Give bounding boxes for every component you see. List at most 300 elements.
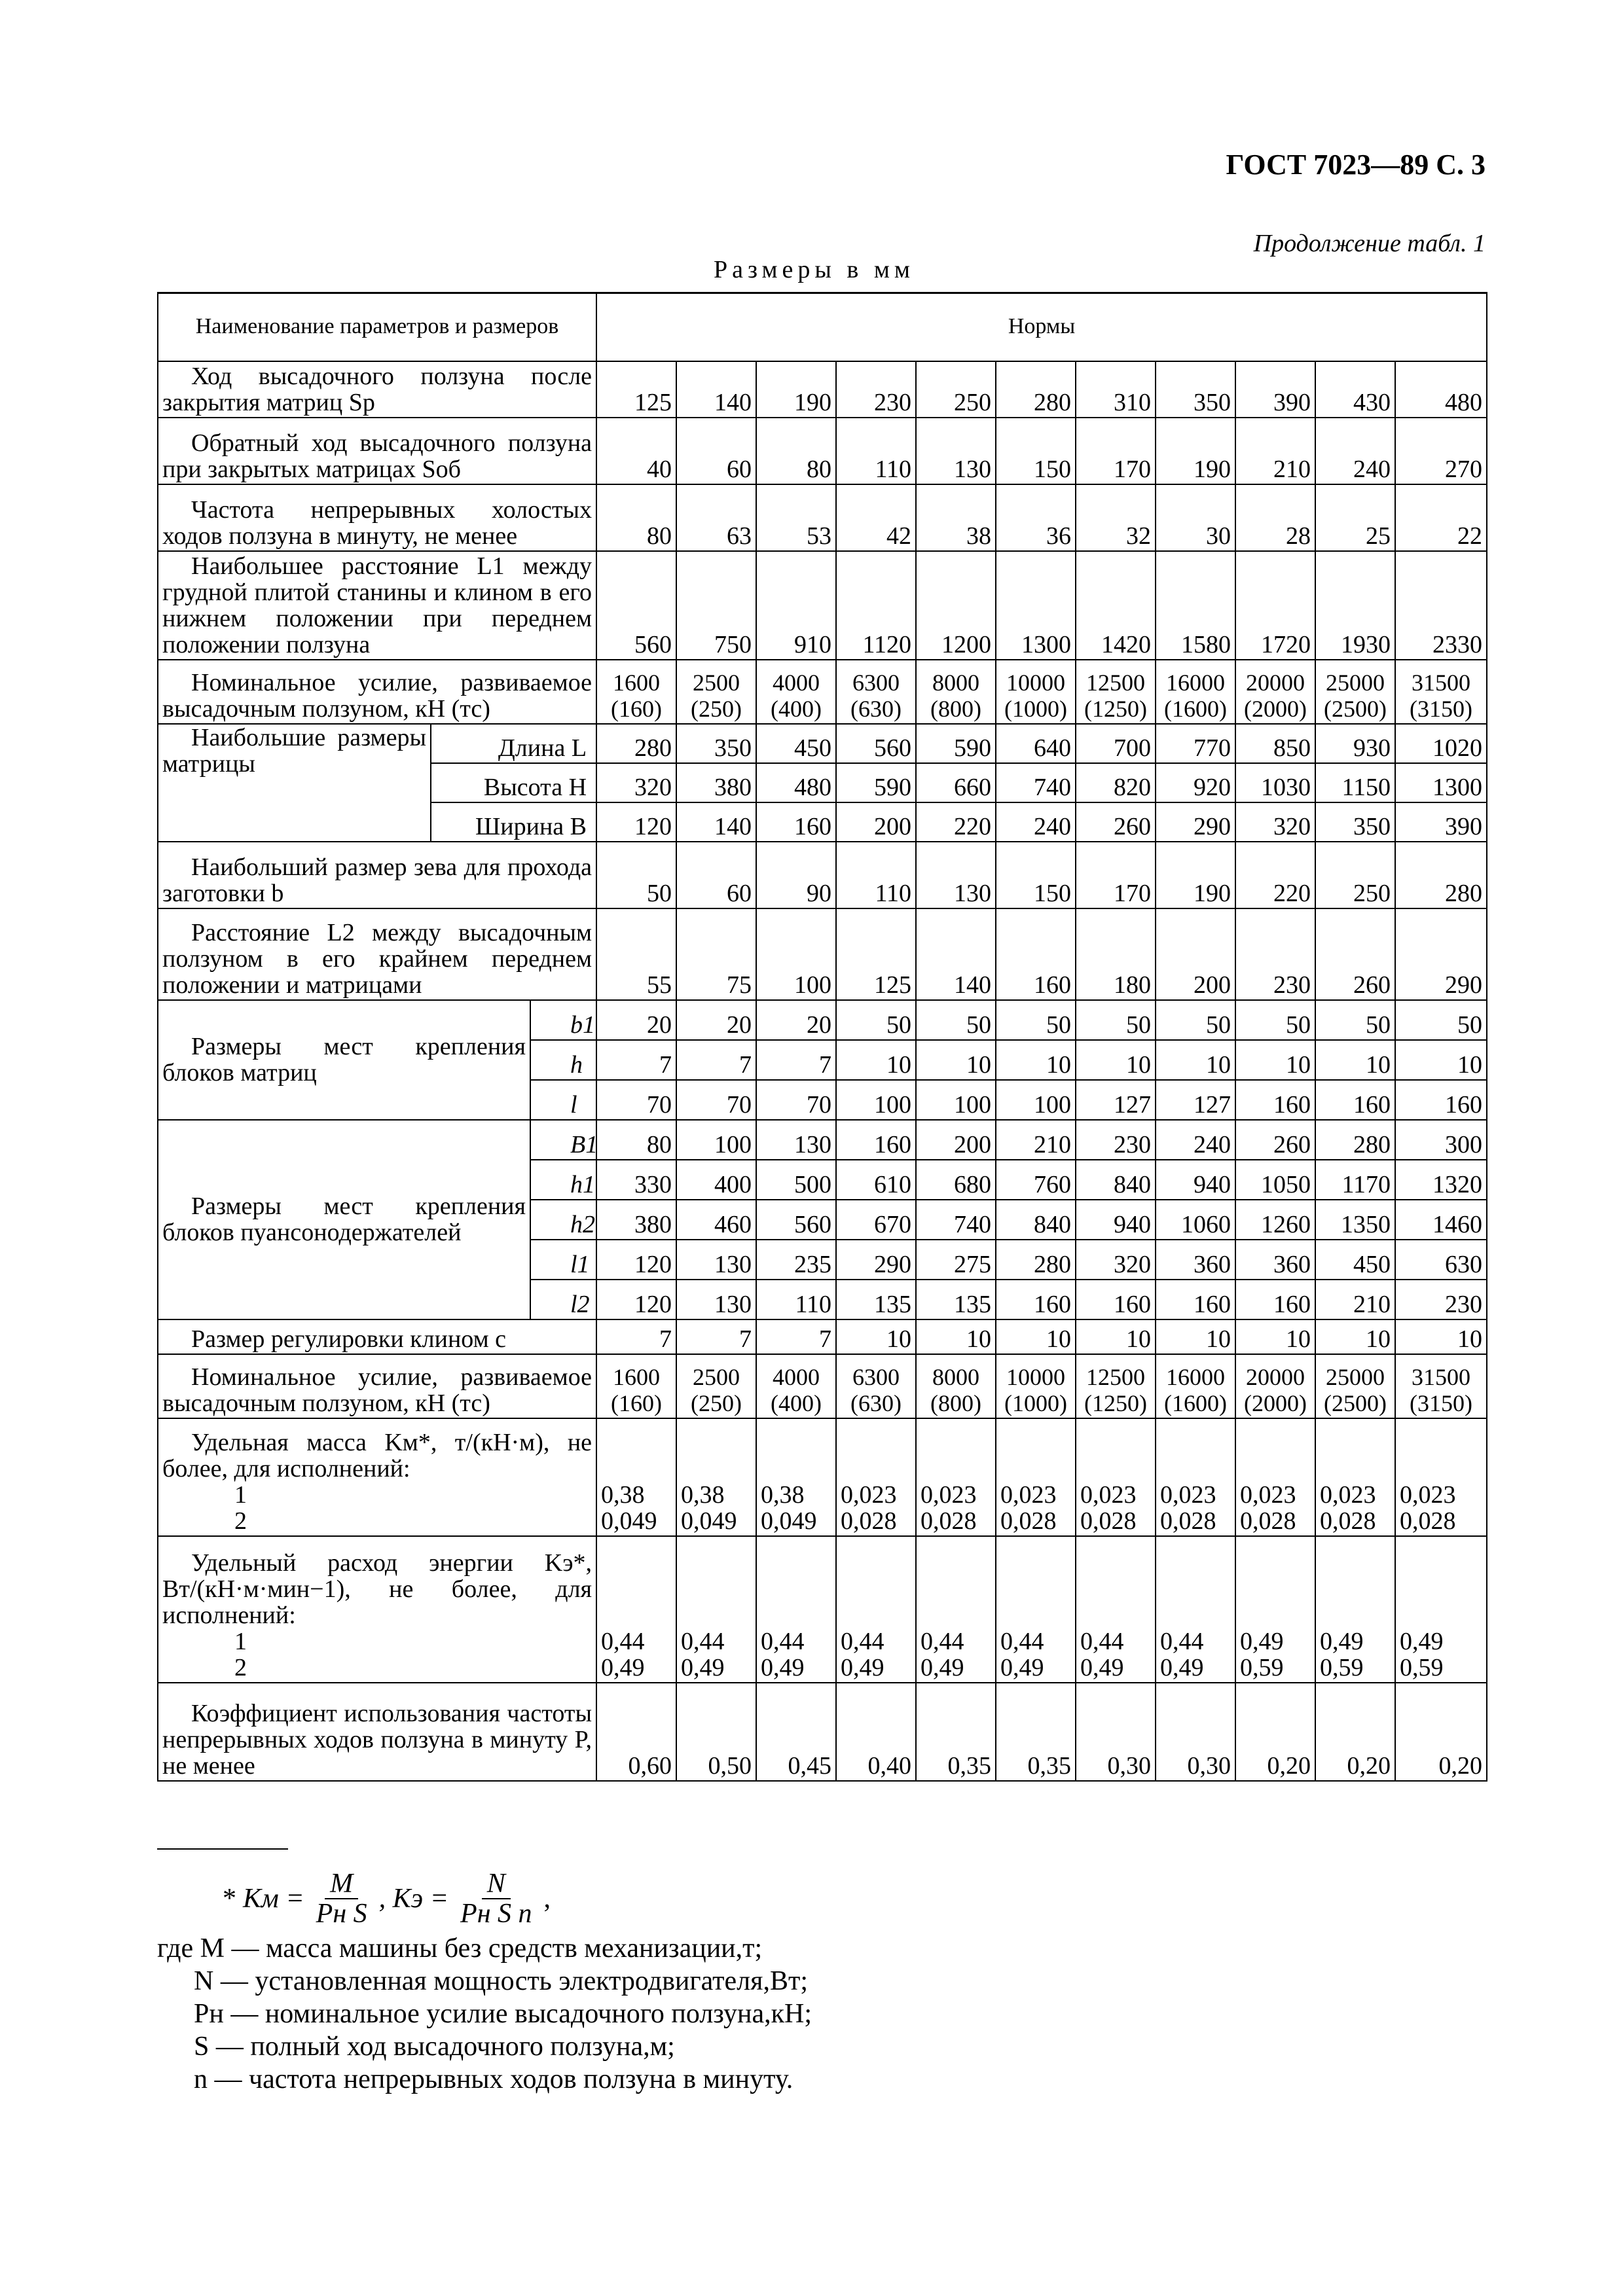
value-cell [1076,1354,1156,1418]
value-cell: 230 [1395,1280,1487,1319]
force-tc: (2500) [1324,696,1387,722]
value-cell: 170 [1076,418,1156,484]
value-cell: 300 [1395,1120,1487,1160]
variant-2-value: 0,49 [921,1654,964,1681]
value-cell: 330 [596,1160,676,1200]
value-cell: 480 [1395,361,1487,418]
definition-s: S — полный ход высадочного ползуна,м; [194,2032,675,2062]
variant-2-value: 0,49 [1000,1654,1044,1681]
value-cell [1156,1354,1235,1418]
value-cell: 32 [1076,484,1156,551]
value-cell: 130 [756,1120,836,1160]
value-cell: 240 [996,802,1076,842]
value-cell: 240 [1315,418,1395,484]
value-cell [1315,660,1395,724]
value-cell: 1350 [1315,1200,1395,1240]
force-kn: 6300 [852,670,900,696]
value-cell [676,1354,756,1418]
value-cell: 7 [676,1319,756,1354]
variant-2-value: 0,028 [1160,1507,1216,1535]
value-cell: 127 [1076,1080,1156,1120]
value-cell: 25 [1315,484,1395,551]
value-cell: 450 [1315,1240,1395,1280]
value-cell: 10 [1315,1319,1395,1354]
value-cell: 280 [1395,842,1487,908]
table-header-row [158,293,1487,362]
variant-2-value: 0,49 [761,1654,805,1681]
value-cell: 0,45 [756,1683,836,1781]
value-cell: 10 [1235,1040,1315,1080]
parameter-name [158,361,596,418]
value-cell: 70 [596,1080,676,1120]
value-cell [1076,1536,1156,1683]
variant-1-value: 0,023 [1160,1481,1216,1509]
parameter-name [158,484,596,551]
value-cell [996,660,1076,724]
parameter-name [158,842,596,908]
parameter-name-text: Удельная масса Kм*, т/(кН·м), не более, для исполнений: [162,1429,593,1482]
value-cell [996,1418,1076,1536]
force-tc: (630) [850,696,902,722]
value-cell: 275 [916,1240,996,1280]
value-cell: 680 [916,1160,996,1200]
force-kn: 4000 [773,670,820,696]
table-row [158,660,1487,724]
force-tc: (2000) [1244,1390,1307,1416]
value-cell: 50 [1156,1000,1235,1040]
variant-2-value: 0,028 [1240,1507,1296,1535]
table-row [158,1354,1487,1418]
force-kn: 8000 [932,670,980,696]
value-cell: 390 [1395,802,1487,842]
value-cell: 28 [1235,484,1315,551]
force-kn: 1600 [613,1364,661,1390]
value-cell: 230 [836,361,916,418]
value-cell [836,1536,916,1683]
force-tc: (3150) [1410,696,1472,722]
value-cell: 10 [1395,1040,1487,1080]
value-cell: 1200 [916,551,996,660]
value-cell: 280 [996,1240,1076,1280]
force-tc: (1600) [1164,1390,1228,1416]
value-cell: 125 [836,908,916,1000]
value-cell: 280 [996,361,1076,418]
value-cell [916,660,996,724]
value-cell: 740 [996,763,1076,802]
parameter-name-text: Номинальное усилие, развиваемое высадочным ползуном, кН (тс) [162,1363,593,1417]
value-cell: 250 [916,361,996,418]
value-cell: 0,35 [916,1683,996,1781]
matrix-dimension-label: Ширина B [431,802,596,842]
value-cell: 1150 [1315,763,1395,802]
value-cell [996,1354,1076,1418]
table-row [158,1120,1487,1160]
variant-1-value: 0,023 [1400,1481,1456,1509]
value-cell: 200 [916,1120,996,1160]
value-cell: 50 [596,842,676,908]
value-cell: 290 [836,1240,916,1280]
value-cell: 280 [596,724,676,763]
parameter-name-text: Ход высадочного ползуна после закрытия матриц Sр [162,363,593,416]
variant-1-value: 0,44 [681,1628,725,1655]
value-cell: 0,35 [996,1683,1076,1781]
value-cell: 260 [1315,908,1395,1000]
variant-2-value: 0,028 [1080,1507,1137,1535]
value-cell: 110 [836,842,916,908]
force-tc: (2500) [1324,1390,1387,1416]
value-cell [1315,1354,1395,1418]
value-cell: 135 [836,1280,916,1319]
value-cell: 260 [1076,802,1156,842]
value-cell: 90 [756,842,836,908]
value-cell: 160 [836,1120,916,1160]
value-cell: 140 [676,802,756,842]
parameter-name-text: Коэффициент использования частоты непрерывных ходов ползуна в минуту P, не менее [162,1700,593,1780]
footnote-formula [223,1869,812,1928]
variant-1-value: 0,023 [1080,1481,1137,1509]
dimension-symbol: l [530,1080,596,1120]
value-cell: 20 [756,1000,836,1040]
value-cell [1076,660,1156,724]
value-cell: 60 [676,418,756,484]
variant-2-value: 0,49 [1160,1654,1204,1681]
value-cell: 70 [676,1080,756,1120]
dimension-symbol: h2 [530,1200,596,1240]
value-cell [756,1418,836,1536]
force-kn: 31500 [1412,670,1471,696]
value-cell: 80 [596,1120,676,1160]
value-cell [996,1536,1076,1683]
variant-1-value: 0,44 [1080,1628,1124,1655]
value-cell [836,660,916,724]
value-cell: 140 [916,908,996,1000]
force-kn: 12500 [1086,1364,1146,1390]
force-tc: (400) [771,696,822,722]
definition-n-freq: n — частота непрерывных ходов ползуна в минуту. [194,2064,793,2094]
value-cell: 110 [756,1280,836,1319]
value-cell: 10 [916,1040,996,1080]
variant-2-value: 0,049 [681,1507,737,1535]
value-cell: 50 [1076,1000,1156,1040]
value-cell: 0,40 [836,1683,916,1781]
value-cell: 260 [1235,1120,1315,1160]
force-kn: 25000 [1326,1364,1385,1390]
value-cell [1395,1354,1487,1418]
variant-1-value: 0,38 [601,1481,645,1509]
value-cell: 700 [1076,724,1156,763]
value-cell: 160 [1076,1280,1156,1319]
value-cell: 310 [1076,361,1156,418]
value-cell: 160 [1235,1280,1315,1319]
force-tc: (800) [930,1390,982,1416]
value-cell: 400 [676,1160,756,1200]
value-cell: 10 [836,1319,916,1354]
force-tc: (1000) [1004,1390,1068,1416]
value-cell: 190 [1156,842,1235,908]
value-cell: 670 [836,1200,916,1240]
value-cell: 740 [916,1200,996,1240]
dimension-symbol: l1 [530,1240,596,1280]
table-row [158,418,1487,484]
value-cell [676,1418,756,1536]
value-cell: 560 [836,724,916,763]
value-cell: 0,30 [1156,1683,1235,1781]
force-kn: 10000 [1006,1364,1066,1390]
ke-fraction [455,1869,538,1928]
value-cell: 360 [1235,1240,1315,1280]
value-cell: 210 [1315,1280,1395,1319]
value-cell: 210 [1235,418,1315,484]
value-cell: 100 [836,1080,916,1120]
force-kn: 1600 [613,670,661,696]
value-cell: 910 [756,551,836,660]
value-cell: 320 [1235,802,1315,842]
force-kn: 4000 [773,1364,820,1390]
variant-2-value: 0,028 [841,1507,897,1535]
value-cell: 75 [676,908,756,1000]
variant-1-value: 0,38 [681,1481,725,1509]
value-cell: 380 [676,763,756,802]
table-row [158,551,1487,660]
parameter-name [158,908,596,1000]
value-cell: 1020 [1395,724,1487,763]
value-cell: 10 [1395,1319,1487,1354]
value-cell: 610 [836,1160,916,1200]
value-cell: 160 [1235,1080,1315,1120]
value-cell: 53 [756,484,836,551]
value-cell: 590 [916,724,996,763]
value-cell [1315,1418,1395,1536]
value-cell [596,660,676,724]
variant-2-label: 2 [234,1654,247,1681]
value-cell [1235,1536,1315,1683]
value-cell [596,1418,676,1536]
value-cell: 1930 [1315,551,1395,660]
dimension-symbol: h1 [530,1160,596,1200]
value-cell: 0,20 [1235,1683,1315,1781]
variant-2-value: 0,49 [1080,1654,1124,1681]
force-kn: 25000 [1326,670,1385,696]
value-cell: 360 [1156,1240,1235,1280]
value-cell: 36 [996,484,1076,551]
value-cell: 0,20 [1395,1683,1487,1781]
footnote-star: * [223,1884,236,1914]
parameter-name [158,1683,596,1781]
value-cell: 500 [756,1160,836,1200]
footnote-definitions [157,1932,812,2096]
value-cell: 0,30 [1076,1683,1156,1781]
value-cell: 1460 [1395,1200,1487,1240]
value-cell: 840 [1076,1160,1156,1200]
value-cell: 0,50 [676,1683,756,1781]
force-tc: (1250) [1084,696,1148,722]
variant-2-value: 0,028 [1400,1507,1456,1535]
matrix-dimension-label: Длина L [431,724,596,763]
value-cell: 7 [756,1040,836,1080]
value-cell: 240 [1156,1120,1235,1160]
value-cell: 42 [836,484,916,551]
value-cell: 350 [676,724,756,763]
force-kn: 6300 [852,1364,900,1390]
dimension-symbol: l2 [530,1280,596,1319]
value-cell: 1030 [1235,763,1315,802]
definition-n-power: N — установленная мощность электродвигателя,Вт; [194,1966,808,1996]
value-cell: 30 [1156,484,1235,551]
value-cell: 120 [596,1240,676,1280]
value-cell: 380 [596,1200,676,1240]
variant-2-value: 0,59 [1240,1654,1284,1681]
parameter-name [158,1536,596,1683]
value-cell [1315,1536,1395,1683]
column-header-norms: Нормы [596,293,1487,362]
value-cell: 130 [916,842,996,908]
variant-1-value: 0,44 [841,1628,884,1655]
value-cell: 10 [996,1319,1076,1354]
ke-lhs: , Kэ = [378,1884,449,1914]
value-cell: 50 [836,1000,916,1040]
value-cell [596,1536,676,1683]
value-cell: 1060 [1156,1200,1235,1240]
force-kn: 2500 [693,670,740,696]
parameter-name [158,418,596,484]
value-cell: 190 [756,361,836,418]
variant-1-value: 0,023 [1240,1481,1296,1509]
value-cell: 820 [1076,763,1156,802]
force-tc: (160) [611,1390,663,1416]
value-cell [596,1354,676,1418]
definition-m: где M — масса машины без средств механизации,т; [157,1933,763,1964]
km-fraction [311,1869,373,1928]
value-cell: 590 [836,763,916,802]
value-cell: 170 [1076,842,1156,908]
value-cell: 20 [596,1000,676,1040]
value-cell: 40 [596,418,676,484]
force-tc: (630) [850,1390,902,1416]
value-cell: 160 [1156,1280,1235,1319]
variant-2-label: 2 [234,1507,247,1535]
parameter-name [158,551,596,660]
variant-1-value: 0,44 [601,1628,645,1655]
parameter-name-text: Наибольшее расстояние L1 между грудной плитой станины и клином в его нижнем положении при переднем положении ползуна [162,552,593,658]
variant-1-value: 0,023 [1320,1481,1376,1509]
page-header: ГОСТ 7023—89 С. 3 [1226,149,1486,181]
value-cell: 290 [1395,908,1487,1000]
value-cell: 1300 [996,551,1076,660]
value-cell: 10 [1235,1319,1315,1354]
km-numerator: M [325,1869,358,1899]
parameter-name-text: Наибольшие размеры матрицы [162,724,426,778]
value-cell: 140 [676,361,756,418]
value-cell: 100 [996,1080,1076,1120]
value-cell: 320 [1076,1240,1156,1280]
value-cell: 220 [1235,842,1315,908]
matrix-dimension-label: Высота H [431,763,596,802]
value-cell: 280 [1315,1120,1395,1160]
value-cell: 160 [996,908,1076,1000]
value-cell: 390 [1235,361,1315,418]
value-cell: 270 [1395,418,1487,484]
value-cell: 480 [756,763,836,802]
variant-1-value: 0,49 [1320,1628,1364,1655]
value-cell: 840 [996,1200,1076,1240]
value-cell: 560 [756,1200,836,1240]
variant-1-label: 1 [234,1628,247,1655]
force-kn: 2500 [693,1364,740,1390]
force-tc: (1000) [1004,696,1068,722]
value-cell [836,1354,916,1418]
value-cell: 850 [1235,724,1315,763]
value-cell: 7 [596,1319,676,1354]
parameter-name-text: Частота непрерывных холостых ходов ползуна в минуту, не менее [162,496,593,550]
variant-2-value: 0,028 [921,1507,977,1535]
value-cell [1076,1418,1156,1536]
value-cell: 1260 [1235,1200,1315,1240]
value-cell: 50 [916,1000,996,1040]
parameter-name-text: Удельный расход энергии Kэ*, Вт/(кН·м·мин−1), не более, для исполнений: [162,1549,593,1629]
value-cell [676,1536,756,1683]
value-cell: 7 [596,1040,676,1080]
value-cell: 80 [596,484,676,551]
parameter-name-text: Расстояние L2 между высадочным ползуном в его крайнем переднем положении и матрицами [162,919,593,999]
variant-2-value: 0,49 [601,1654,645,1681]
value-cell [756,1536,836,1683]
value-cell: 760 [996,1160,1076,1200]
value-cell: 630 [1395,1240,1487,1280]
value-cell: 130 [916,418,996,484]
matrix-group-name [158,724,431,842]
value-cell: 180 [1076,908,1156,1000]
value-cell: 7 [756,1319,836,1354]
force-kn: 12500 [1086,670,1146,696]
dimension-symbol: h [530,1040,596,1080]
value-cell: 10 [1156,1319,1235,1354]
variant-2-value: 0,59 [1320,1654,1364,1681]
value-cell: 210 [996,1120,1076,1160]
ke-numerator: N [482,1869,511,1899]
value-cell [676,660,756,724]
table-row [158,908,1487,1000]
value-cell: 100 [756,908,836,1000]
variant-1-value: 0,49 [1400,1628,1444,1655]
value-cell: 350 [1315,802,1395,842]
value-cell: 10 [836,1040,916,1080]
variant-2-value: 0,049 [601,1507,657,1535]
definition-pn: Pн — номинальное усилие высадочного ползуна,кН; [194,1999,812,2029]
value-cell: 127 [1156,1080,1235,1120]
value-cell [1156,660,1235,724]
force-kn: 20000 [1246,670,1305,696]
value-cell: 120 [596,1280,676,1319]
value-cell: 320 [596,763,676,802]
value-cell: 640 [996,724,1076,763]
value-cell: 560 [596,551,676,660]
table-row [158,484,1487,551]
parameter-name-text: Номинальное усилие, развиваемое высадочным ползуном, кН (тс) [162,669,593,723]
value-cell: 10 [1076,1319,1156,1354]
value-cell: 10 [916,1319,996,1354]
variant-1-value: 0,44 [761,1628,805,1655]
value-cell: 235 [756,1240,836,1280]
value-cell: 63 [676,484,756,551]
value-cell [1235,660,1315,724]
table-row [158,724,1487,763]
value-cell: 70 [756,1080,836,1120]
value-cell: 80 [756,418,836,484]
value-cell: 190 [1156,418,1235,484]
variant-2-value: 0,59 [1400,1654,1444,1681]
value-cell [1395,660,1487,724]
variant-1-value: 0,44 [1000,1628,1044,1655]
